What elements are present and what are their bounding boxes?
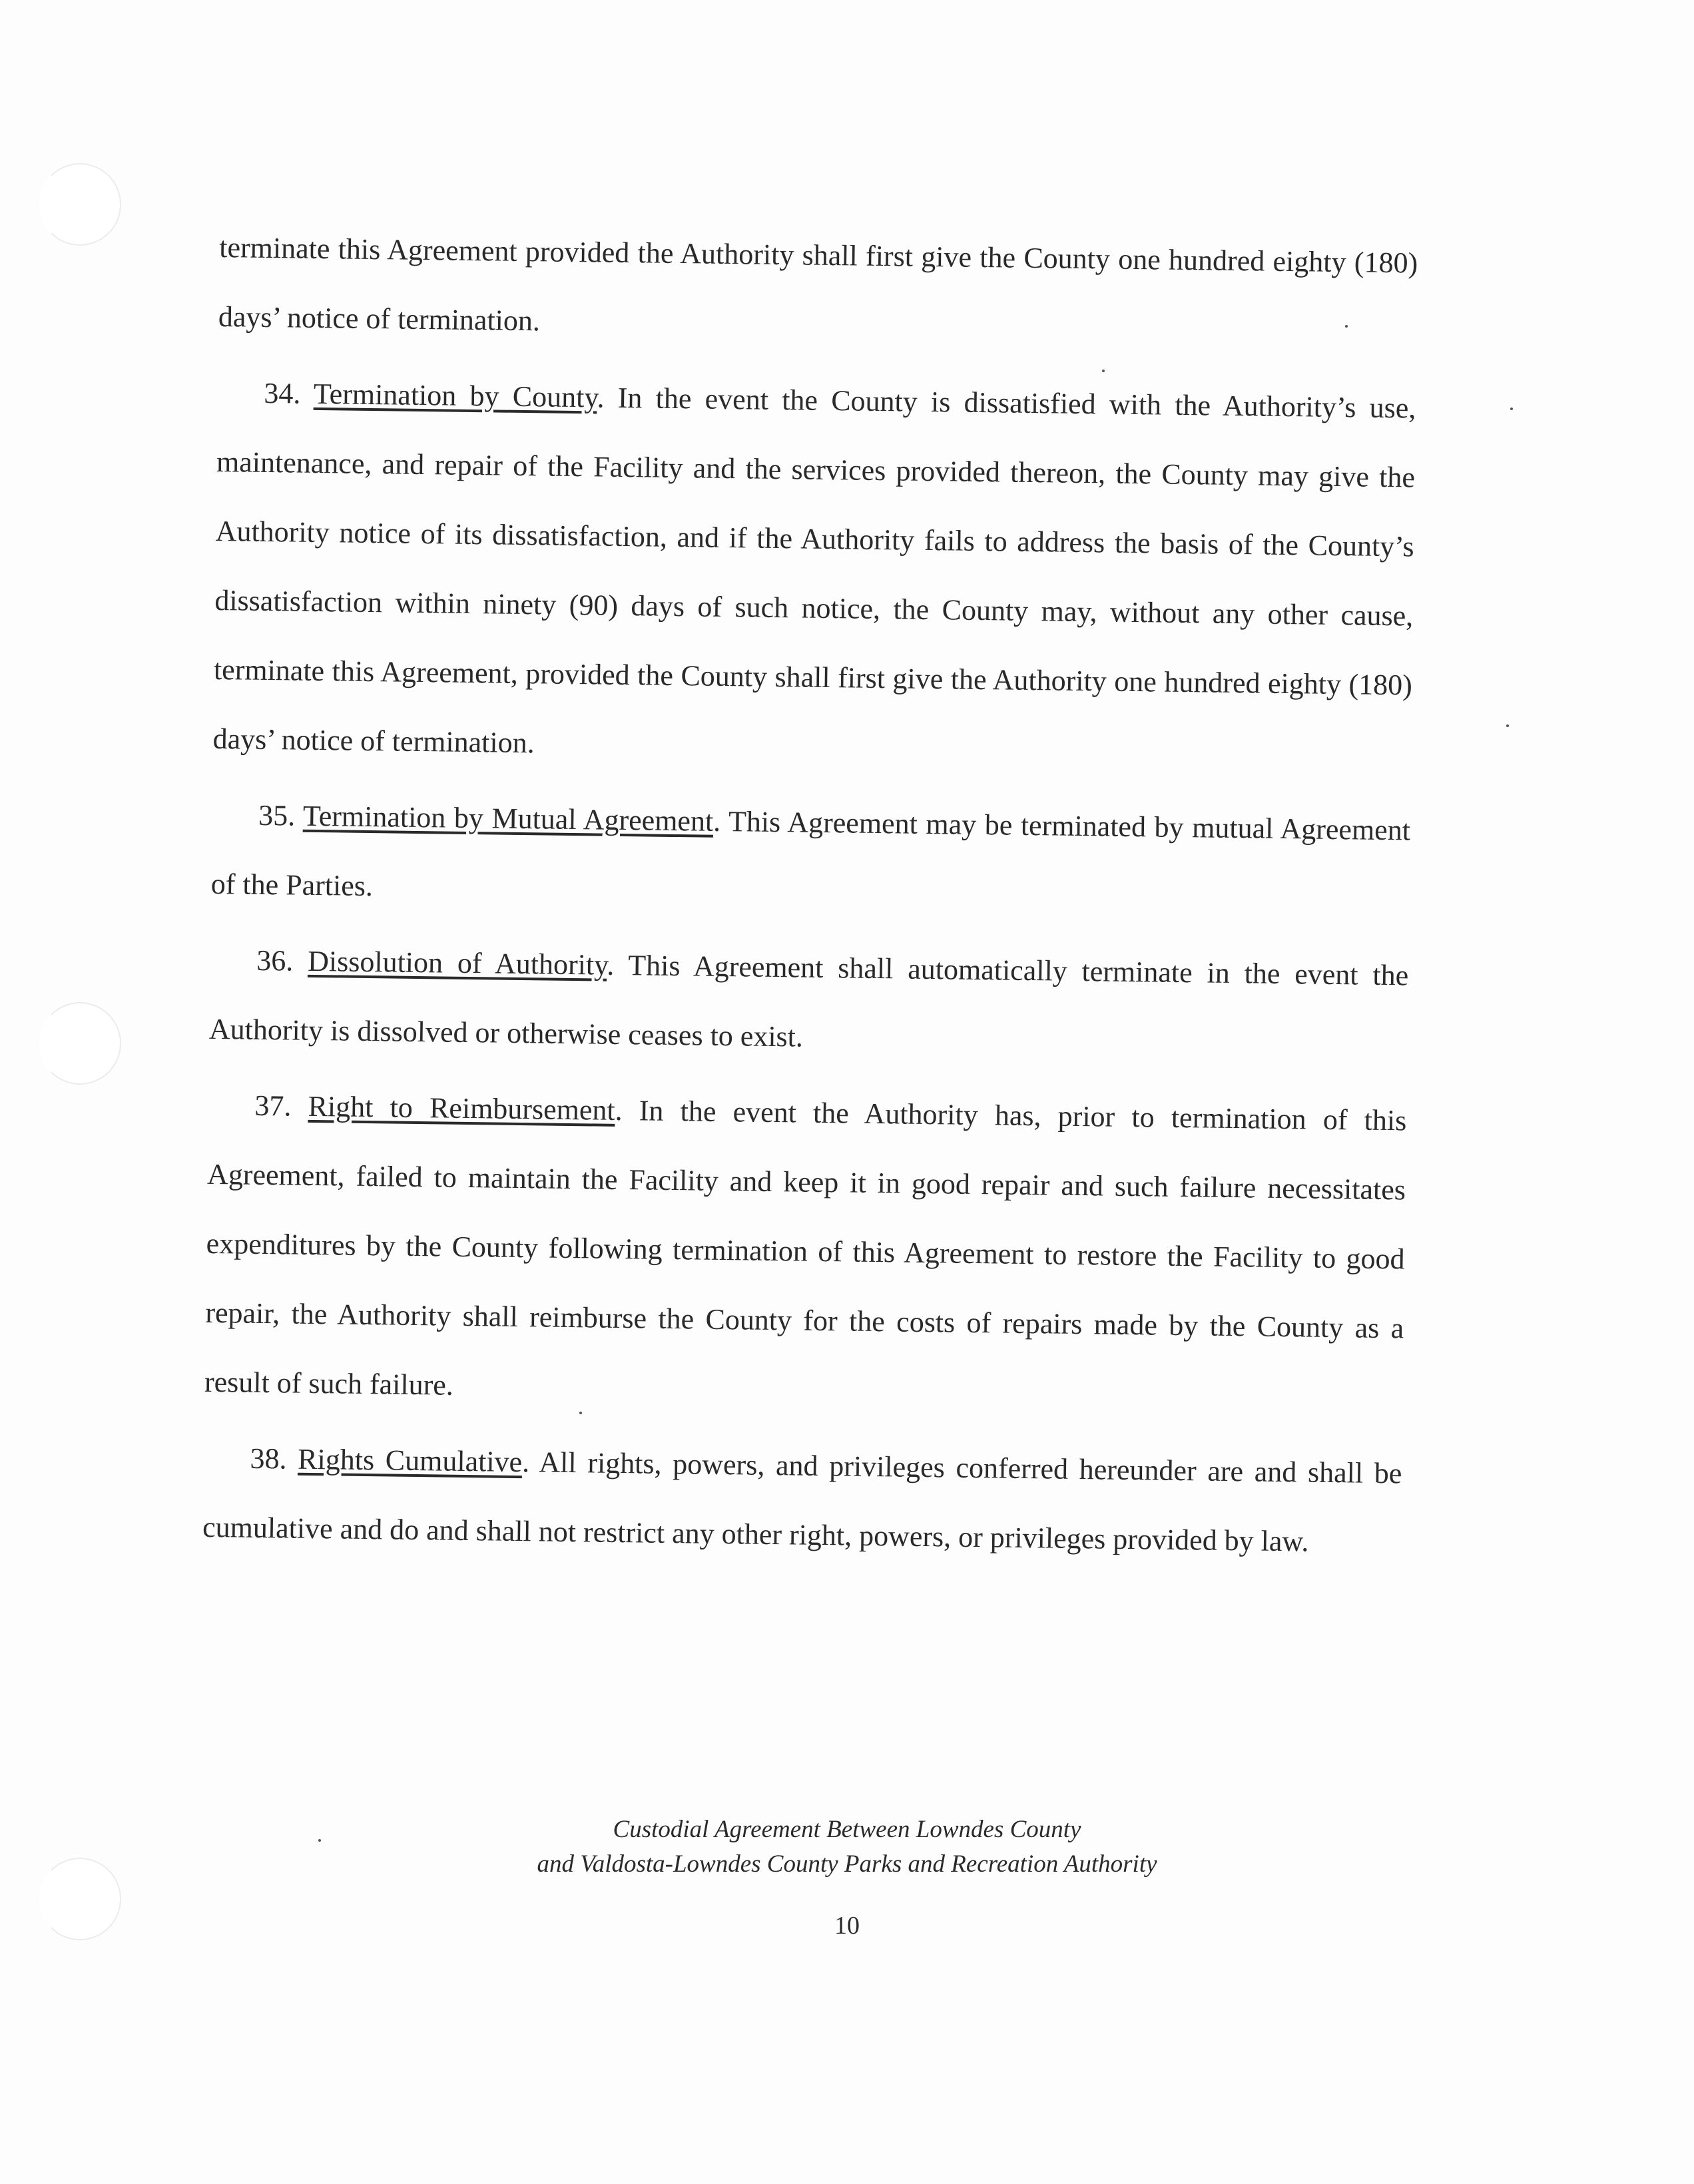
- continuation-paragraph: terminate this Agreement provided the Authority shall first give the County one hundred eighty (180) days’ notice of termination.: [218, 230, 1418, 338]
- section-body: . In the event the County is dissatisfied with the Authority’s use, maintenance, and repair of the Facility and the services provided thereon, the County may give the Authority notice of its dissatisfaction, and if the Authority fails to address the basis of the County’s dissatisfaction within ninety (90) days of such notice, the County may, without any other cause, terminate this Agreement, provided the County shall first give the Authority one hundred eighty (180) days’ notice of termination.: [212, 381, 1416, 760]
- section-34: [212, 358, 1416, 790]
- section-body: . This Agreement shall automatically terminate in the event the Authority is dissolved or otherwise ceases to exist.: [208, 948, 1409, 1053]
- section-number: 34.: [264, 376, 301, 410]
- document-body: [202, 213, 1418, 1584]
- punch-hole-middle: [39, 1002, 121, 1085]
- section-heading: Termination by County: [313, 377, 597, 414]
- section-body: . This Agreement may be terminated by mutual Agreement of the Parties.: [210, 804, 1411, 903]
- section-35: [210, 780, 1411, 935]
- section-38: [202, 1424, 1402, 1578]
- footer-title: [0, 1812, 1694, 1882]
- section-number: 37.: [254, 1089, 292, 1123]
- section-heading: Dissolution of Authority: [307, 944, 607, 981]
- scan-speck: [1510, 408, 1513, 410]
- scan-speck: [1506, 724, 1509, 727]
- section-37: [204, 1071, 1407, 1433]
- section-body: . All rights, powers, and privileges conferred hereunder are and shall be cumulative and do and shall not restrict any other right, powers, or privileges provided by law.: [202, 1446, 1402, 1558]
- punch-hole-top: [39, 163, 121, 246]
- section-heading: Right to Reimbursement: [308, 1089, 615, 1127]
- footer-line-2: and Valdosta-Lowndes County Parks and Recreation Authority: [537, 1850, 1157, 1878]
- footer-line-1: Custodial Agreement Between Lowndes County: [613, 1816, 1081, 1843]
- section-body: . In the event the Authority has, prior to termination of this Agreement, failed to maintain the Facility and keep it in good repair and such failure necessitates expenditures by the County following termination of this Agreement to restore the Facility to good repair, the Authority shall reimburse the County for the costs of repairs made by the County as a result of such failure.: [204, 1093, 1407, 1402]
- section-36: [208, 926, 1409, 1080]
- section-heading: Rights Cumulative: [297, 1442, 523, 1479]
- section-number: 38.: [250, 1442, 287, 1476]
- page-number: 10: [834, 1912, 860, 1940]
- section-number: 35.: [258, 798, 296, 832]
- section-heading: Termination by Mutual Agreement: [302, 799, 714, 838]
- section-number: 36.: [256, 944, 294, 977]
